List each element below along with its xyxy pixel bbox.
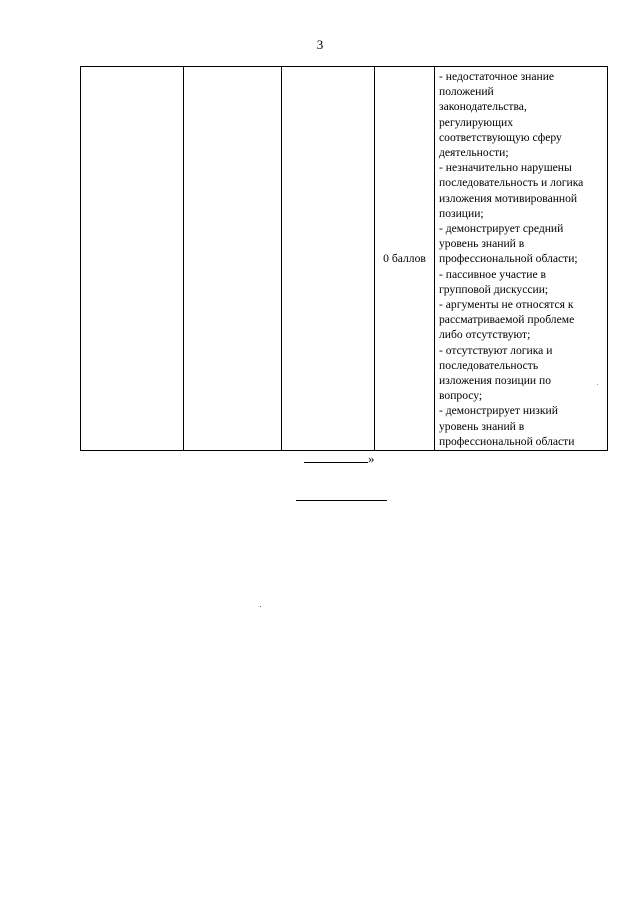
description-line: уровень знаний в: [439, 237, 525, 251]
description-line: уровень знаний в: [439, 419, 525, 433]
table-row: [81, 67, 608, 451]
description-line: законодательства,: [439, 100, 527, 114]
description-line: - демонстрирует средний: [439, 222, 564, 236]
closing-line: [304, 450, 375, 467]
description-line: соответствующую сферу: [439, 130, 562, 144]
description-line: вопросу;: [439, 389, 483, 403]
description-line: регулирующих: [439, 115, 514, 129]
page-number: 3: [316, 37, 324, 52]
description-line: последовательность и логика: [439, 176, 584, 190]
criteria-table: [80, 66, 608, 451]
table-cell-empty-3: [282, 67, 375, 451]
description-line: групповой дискуссии;: [439, 282, 549, 296]
description-line: - недостаточное знание: [439, 70, 555, 83]
scan-speck: [597, 384, 598, 385]
table-cell-empty-2: [184, 67, 282, 451]
description-line: либо отсутствуют;: [439, 328, 531, 342]
scan-speck: [260, 606, 261, 607]
description-line: позиции;: [439, 206, 484, 220]
description-line: изложения позиции по: [439, 374, 552, 388]
description-line: изложения мотивированной: [439, 191, 578, 205]
description-line: профессиональной области: [439, 434, 575, 448]
criteria-description-cell: [435, 67, 608, 451]
description-line: последовательность: [439, 358, 539, 372]
separator-line: [296, 500, 387, 501]
description-line: - отсутствуют логика и: [439, 343, 553, 357]
description-line: - пассивное участие в: [439, 267, 546, 281]
description-line: профессиональной области;: [439, 252, 578, 266]
description-line: - аргументы не относятся к: [439, 298, 574, 312]
closing-quote-mark: »: [368, 451, 375, 466]
description-line: рассматриваемой проблеме: [439, 313, 575, 327]
description-line: - незначительно нарушены: [439, 161, 572, 175]
description-line: положений: [439, 85, 494, 99]
table-cell-empty-1: [81, 67, 184, 451]
score-cell: 0 баллов: [375, 67, 435, 451]
description-line: деятельности;: [439, 146, 509, 160]
signature-blank: [304, 450, 368, 463]
description-line: - демонстрирует низкий: [439, 404, 558, 418]
